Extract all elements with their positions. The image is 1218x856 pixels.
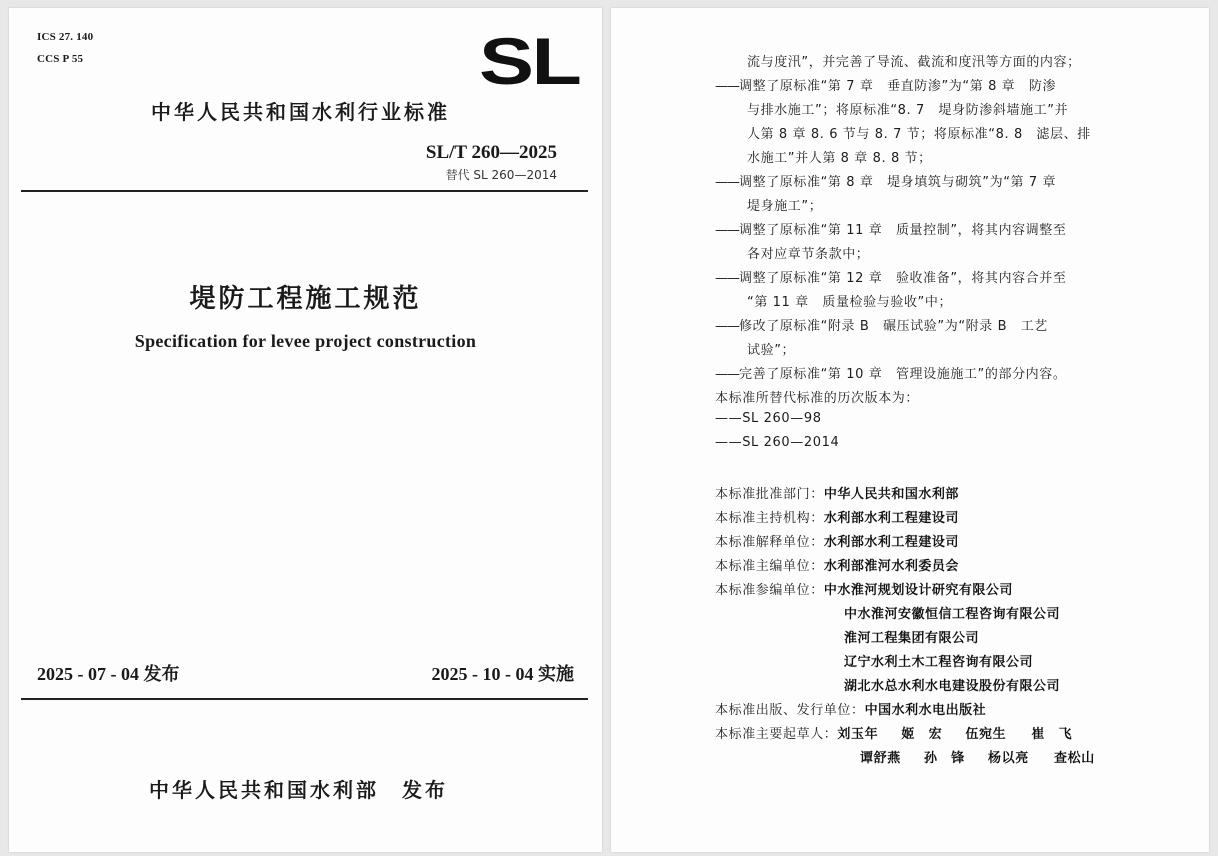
change-line: 堤身施工”； — [747, 199, 823, 214]
history-item: ——SL 260—98 — [715, 411, 822, 426]
preface-page — [611, 8, 1209, 852]
change-item: ——修改了原标准“附录 B 碾压试验”为“附录 B 工艺 — [715, 319, 1048, 334]
participants-row: 本标准参编单位：中水淮河规划设计研究有限公司 — [715, 583, 1013, 598]
participant-org: 辽宁水利土木工程咨询有限公司 — [844, 655, 1034, 670]
drafter-name: 杨以亮 — [988, 751, 1029, 766]
change-line: 水施工”并人第 8 章 8. 8 节； — [747, 151, 932, 166]
history-intro: 本标准所替代标准的历次版本为： — [715, 391, 920, 406]
org-title: 中华人民共和国水利行业标准 — [151, 100, 450, 124]
effective-date — [432, 660, 575, 686]
drafter-name: 姬 宏 — [901, 727, 943, 742]
approver-row: 本标准批准部门：中华人民共和国水利部 — [715, 487, 959, 502]
drafter-name: 孙 锋 — [924, 751, 965, 766]
change-item: ——调整了原标准“第 11 章 质量控制”，将其内容调整至 — [715, 223, 1067, 238]
issue-date-value: 2025 - 07 - 04 — [37, 664, 139, 684]
change-line: 人第 8 章 8. 6 节与 8. 7 节；将原标准“8. 8 滤层、排 — [747, 127, 1091, 142]
replaces-note: 替代 SL 260—2014 — [445, 168, 557, 182]
drafter-name: 刘玉年 — [837, 727, 879, 742]
bottom-rule — [21, 698, 588, 700]
change-item: ——调整了原标准“第 12 章 验收准备”，将其内容合并至 — [715, 271, 1067, 286]
title-cn: 堤防工程施工规范 — [189, 284, 422, 314]
ics-code: ICS 27. 140 — [37, 31, 94, 43]
title-en: Specification for levee project construction — [134, 331, 477, 351]
drafter-name: 查松山 — [1054, 751, 1095, 766]
change-item: ——完善了原标准“第 10 章 管理设施施工”的部分内容。 — [715, 367, 1067, 382]
issue-label: 发布 — [143, 664, 180, 685]
participant-org: 湖北水总水利水电建设股份有限公司 — [844, 679, 1061, 694]
change-line: 各对应章节条款中； — [747, 247, 870, 262]
effective-label: 实施 — [538, 664, 574, 685]
history-item: ——SL 260—2014 — [715, 435, 840, 450]
change-line: 流与度汛”，并完善了导流、截流和度汛等方面的内容； — [747, 55, 1081, 70]
change-line: “第 11 章 质量检验与验收”中； — [747, 295, 953, 310]
top-rule — [21, 190, 588, 192]
drafter-name: 崔 飞 — [1031, 727, 1073, 742]
issue-date — [37, 660, 180, 686]
interpret-row: 本标准解释单位：水利部水利工程建设司 — [715, 535, 959, 550]
sl-logo: SL — [479, 24, 580, 98]
drafters-row: 本标准主要起草人：刘玉年 姬 宏 伍宛生 崔 飞 — [715, 723, 1072, 742]
ccs-code: CCS P 55 — [37, 53, 84, 65]
participant-org: 淮河工程集团有限公司 — [844, 631, 980, 646]
chief-row: 本标准主编单位：水利部淮河水利委员会 — [715, 559, 959, 574]
effective-date-value: 2025 - 10 - 04 — [431, 664, 534, 684]
cover-page — [9, 8, 602, 852]
participant-org: 中水淮河安徽恒信工程咨询有限公司 — [844, 607, 1061, 622]
publisher-line: 中华人民共和国水利部 发布 — [149, 778, 448, 802]
publisher-row: 本标准出版、发行单位：中国水利水电出版社 — [715, 703, 987, 718]
change-item: ——调整了原标准“第 8 章 堤身填筑与砌筑”为“第 7 章 — [715, 175, 1057, 190]
change-line: 与排水施工”；将原标准“8. 7 堤身防渗斜墙施工”并 — [747, 103, 1069, 118]
standard-code: SL/T 260—2025 — [425, 142, 557, 163]
drafters-row-2 — [860, 747, 1095, 766]
change-line: 试验”； — [747, 343, 796, 358]
drafter-name: 谭舒燕 — [860, 751, 901, 766]
host-row: 本标准主持机构：水利部水利工程建设司 — [715, 511, 959, 526]
drafter-name: 伍宛生 — [965, 727, 1007, 742]
change-item: ——调整了原标准“第 7 章 垂直防渗”为“第 8 章 防渗 — [715, 79, 1057, 94]
